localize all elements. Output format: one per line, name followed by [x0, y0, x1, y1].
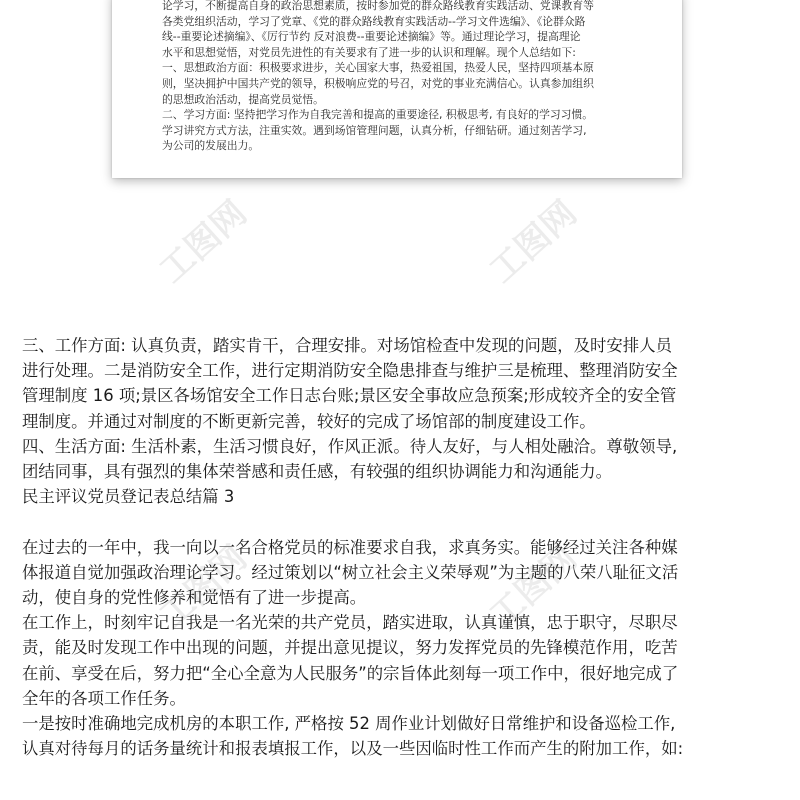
card-line: 二、学习方面: 坚持把学习作为自我完善和提高的重要途径, 积极思考, 有良好的学习习惯。: [162, 108, 594, 122]
watermark: 工图网: [152, 538, 255, 637]
body-line: 进行处理。二是消防安全工作，进行定期消防安全隐患排查与维护三是梳理、整理消防安全: [22, 361, 678, 381]
card-line: 论学习，不断提高自身的政治思想素质，按时参加党的群众路线教育实践活动、党课教育等: [162, 0, 594, 12]
card-line: 为公司的发展出力。: [162, 139, 260, 153]
body-line: 一是按时准确地完成机房的本职工作, 严格按 52 周作业计划做好日常维护和设备巡检工作,: [22, 714, 676, 734]
watermark: 工图网: [482, 193, 585, 292]
body-line: 在工作上，时刻牢记自我是一名光荣的共产党员，踏实进取，认真谨慎，忠于职守，尽职尽: [22, 613, 678, 633]
card-line: 水平和思想觉悟，对党员先进性的有关要求有了进一步的认识和理解。现个人总结如下:: [162, 45, 576, 59]
document-image-card: [112, 0, 682, 178]
body-line: 体报道自觉加强政治理论学习。经过策划以“树立社会主义荣辱观”为主题的八荣八耻征文活: [22, 562, 679, 582]
body-line: 动，使自身的党性修养和觉悟有了进一步提高。: [22, 588, 367, 608]
card-line: 学习讲究方式方法，注重实效。遇到场馆管理问题，认真分析，仔细钻研。通过刻苦学习,: [162, 123, 587, 137]
body-line: 认真对待每月的话务量统计和报表填报工作，以及一些因临时性工作而产生的附加工作，如:: [22, 739, 684, 759]
body-line: 全年的各项工作任务。: [22, 688, 186, 708]
watermark: 工图网: [482, 538, 585, 637]
paragraph-gap: [22, 509, 782, 534]
document-body: [22, 333, 782, 761]
body-line: 三、工作方面: 认真负责，踏实肯干，合理安排。对场馆检查中发现的问题，及时安排人员: [22, 336, 672, 355]
body-line: 在前、享受在后，努力把“全心全意为人民服务”的宗旨体此刻每一项工作中，很好地完成了: [22, 663, 679, 683]
body-line: 责，能及时发现工作中出现的问题，并提出意见提议，努力发挥党员的先锋模范作用，吃苦: [22, 638, 678, 658]
card-line: 各类党组织活动，学习了党章、《党的群众路线教育实践活动--学习文件选编》、《论群众路: [162, 14, 586, 28]
section-heading: 民主评议党员登记表总结篇 3: [22, 487, 235, 507]
body-line: 在过去的一年中，我一向以一名合格党员的标准要求自我，求真务实。能够经过关注各种媒: [22, 537, 678, 557]
card-line: 的思想政治活动，提高党员觉悟。: [162, 92, 324, 106]
body-line: 管理制度 16 项;景区各场馆安全工作日志台账;景区安全事故应急预案;形成较齐全的安全管: [22, 386, 677, 406]
body-line: 四、生活方面: 生活朴素，生活习惯良好，作风正派。待人友好，与人相处融洽。尊敬领导,: [22, 436, 678, 456]
card-text-block: [162, 0, 648, 154]
card-line: 一、思想政治方面：积极要求进步，关心国家大事，热爱祖国，热爱人民，坚持四项基本原: [162, 61, 594, 75]
watermark: 工图网: [152, 193, 255, 292]
body-line: 团结同事，具有强烈的集体荣誉感和责任感，有较强的组织协调能力和沟通能力。: [22, 462, 613, 482]
card-line: 线--重要论述摘编》、《厉行节约 反对浪费--重要论述摘编》等。通过理论学习，提高理论: [162, 30, 581, 44]
card-line: 则，坚决拥护中国共产党的领导，积极响应党的号召，对党的事业充满信心。认真参加组织: [162, 76, 594, 90]
body-line: 理制度。并通过对制度的不断更新完善，较好的完成了场馆部的制度建设工作。: [22, 411, 596, 431]
